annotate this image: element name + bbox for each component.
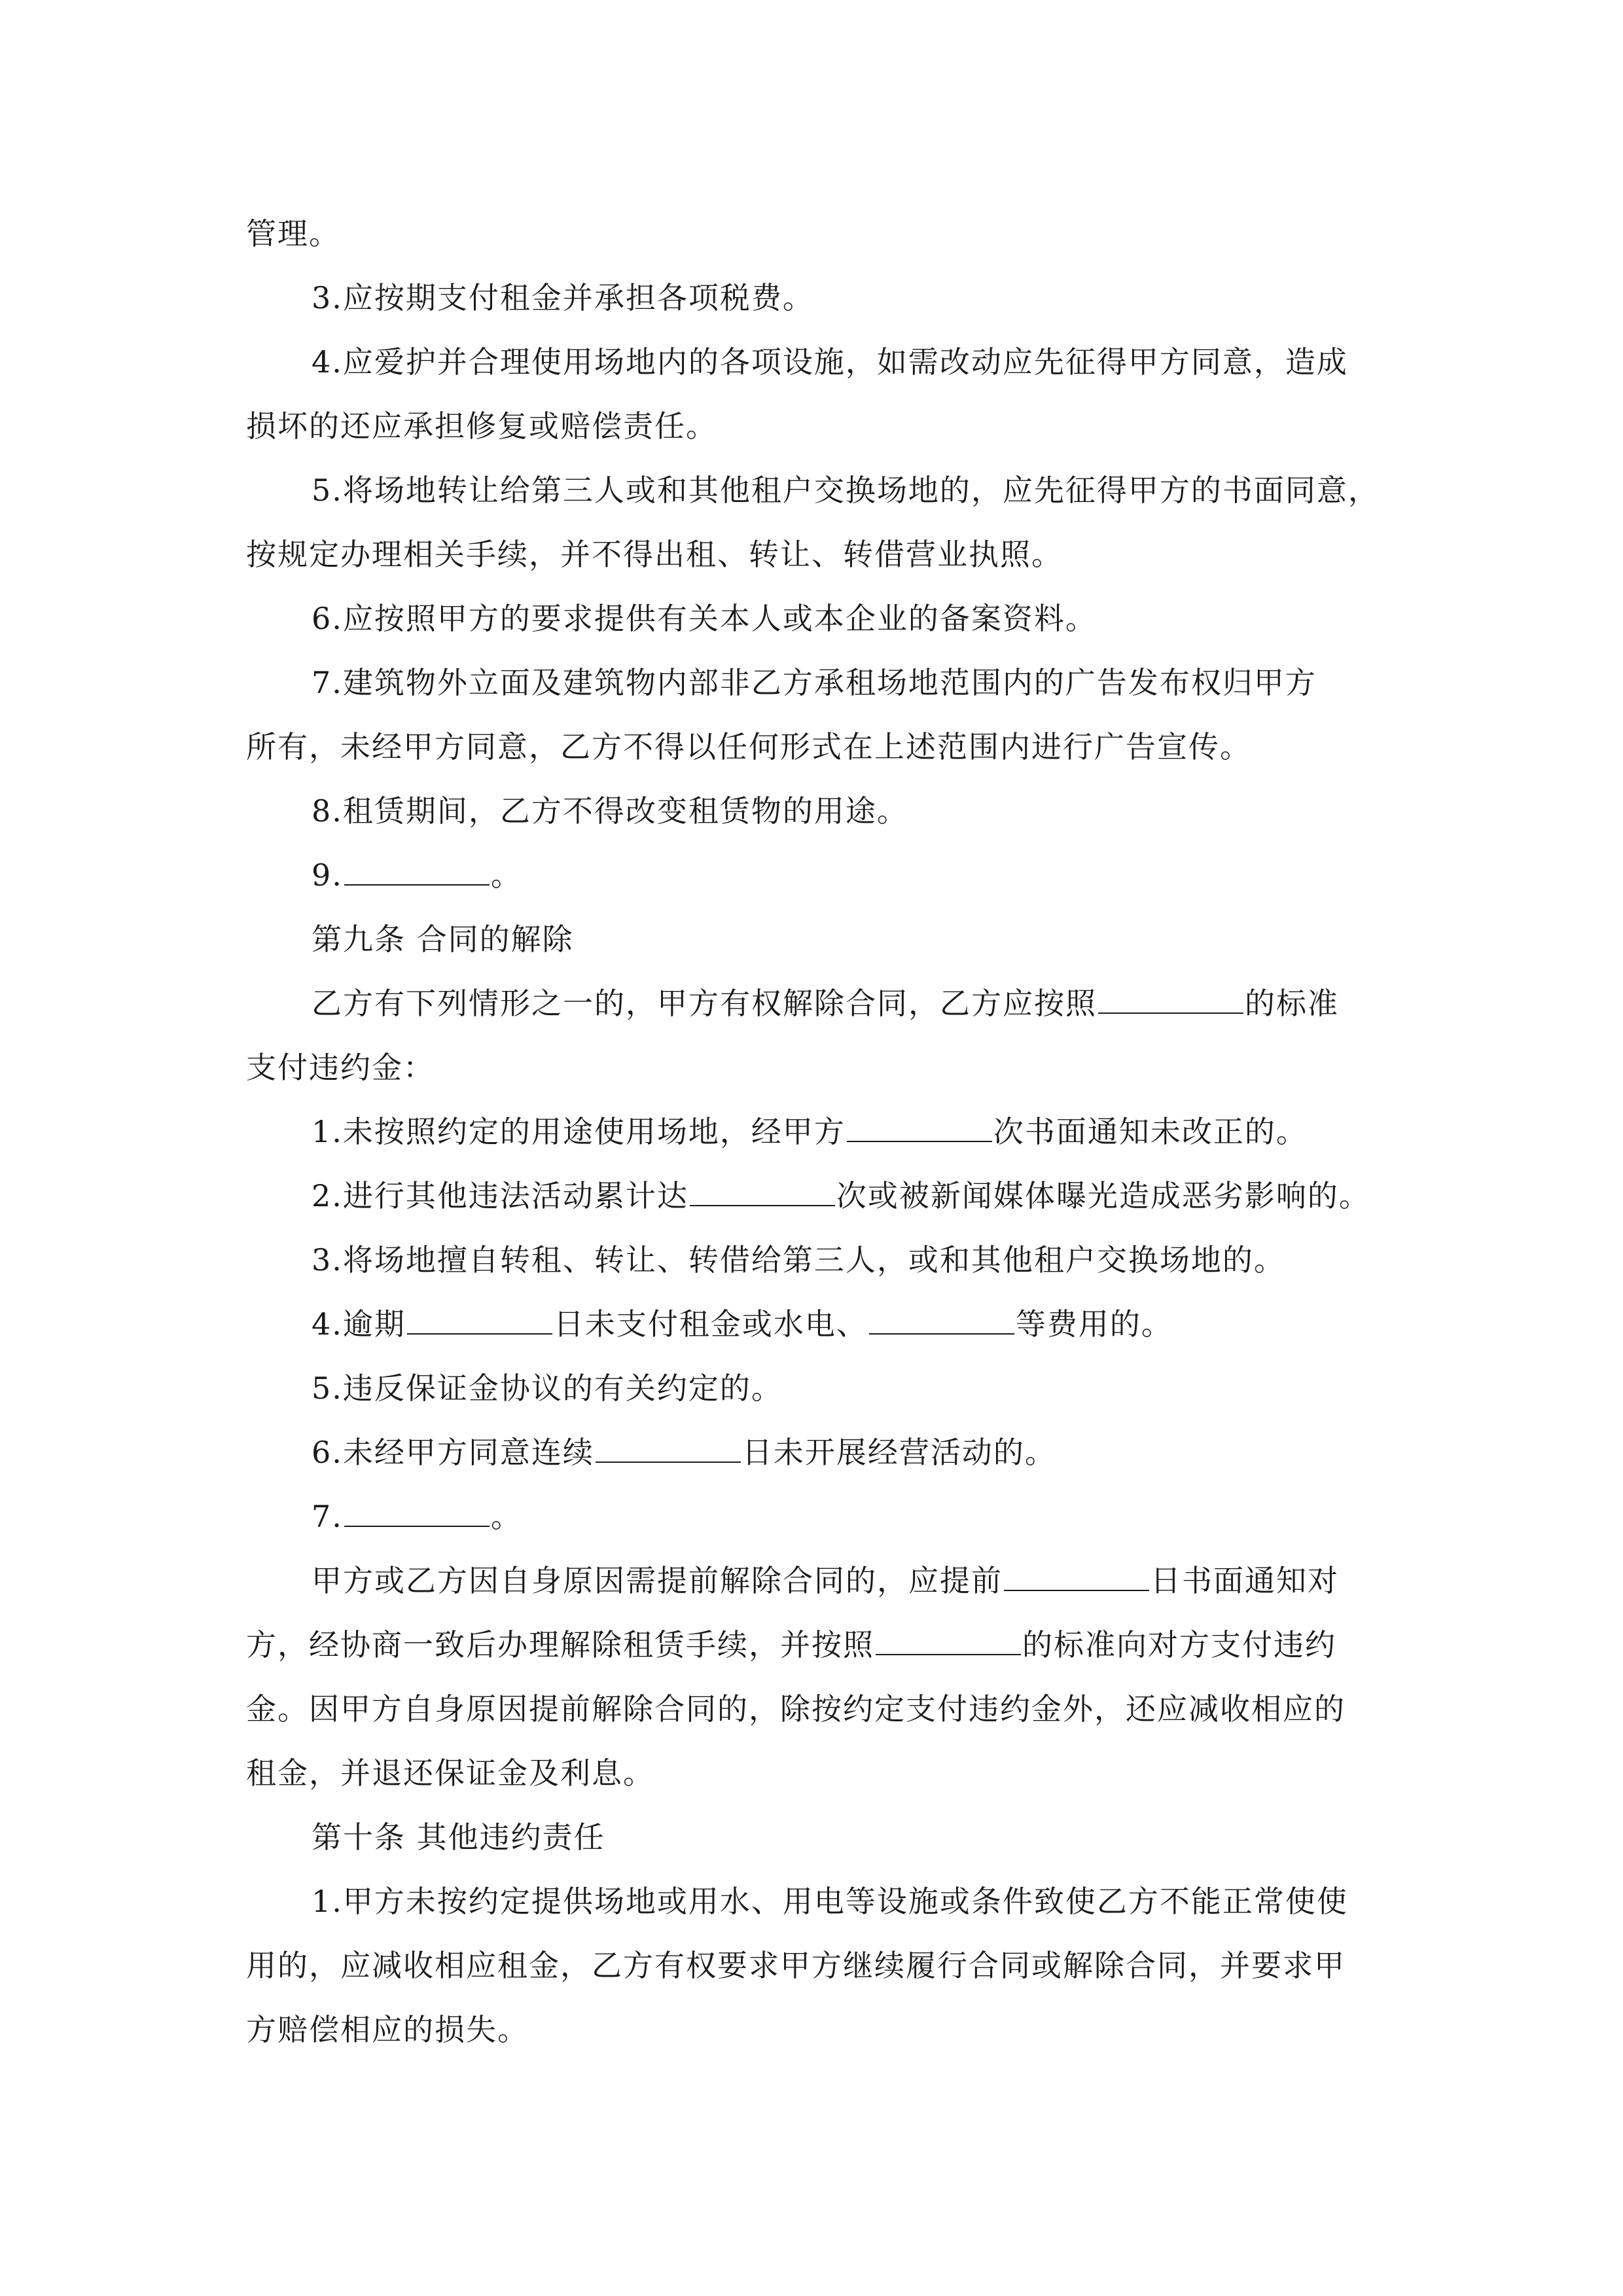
text-line (246, 1035, 1398, 1100)
text-line (246, 1805, 1398, 1869)
text-segment: 等费用的。 (1015, 1306, 1173, 1342)
fill-in-blank (1004, 1564, 1149, 1591)
text-line (246, 586, 1398, 651)
text-line (246, 1741, 1398, 1805)
text-segment: 日书面通知对 (1150, 1563, 1339, 1598)
text-line (246, 1100, 1398, 1164)
text-line (246, 843, 1398, 907)
text-line (246, 202, 1398, 266)
text-segment: 方赔偿相应的损失。 (246, 2012, 529, 2047)
text-line (246, 971, 1398, 1035)
text-segment: 1.未按照约定的用途使用场地，经甲方 (312, 1114, 846, 1149)
fill-in-blank (344, 858, 490, 886)
text-segment: 损坏的还应承担修复或赔偿责任。 (246, 408, 717, 444)
text-segment: 所有，未经甲方同意，乙方不得以任何形式在上述范围内进行广告宣传。 (246, 729, 1251, 764)
text-segment: 6.未经甲方同意连续 (312, 1435, 594, 1470)
text-line (246, 651, 1398, 715)
text-segment: 金。因甲方自身原因提前解除合同的，除按约定支付违约金外，还应减收相应的 (246, 1691, 1346, 1727)
text-line (246, 1484, 1398, 1549)
text-segment: 乙方有下列情形之一的，甲方有权解除合同，乙方应按照 (312, 986, 1097, 1021)
text-segment: 日未开展经营活动的。 (741, 1435, 1056, 1470)
text-segment: 。 (490, 1499, 522, 1534)
text-line (246, 1549, 1398, 1613)
text-line (246, 1420, 1398, 1484)
fill-in-blank (876, 1628, 1021, 1655)
text-line (246, 1356, 1398, 1420)
text-segment: 7.建筑物外立面及建筑物内部非乙方承租场地范围内的广告发布权归甲方 (312, 665, 1317, 700)
text-segment: 8.租赁期间，乙方不得改变租赁物的用途。 (312, 793, 908, 829)
text-segment: 的标准向对方支付违约 (1022, 1627, 1336, 1662)
text-segment: 3.将场地擅自转租、转让、转借给第三人，或和其他租户交换场地的。 (312, 1242, 1285, 1278)
fill-in-blank (847, 1115, 992, 1142)
text-line (246, 330, 1398, 394)
text-line (246, 1292, 1398, 1356)
text-segment: 支付违约金： (246, 1050, 435, 1085)
text-segment: 方，经协商一致后办理解除租赁手续，并按照 (246, 1627, 874, 1662)
text-line (246, 1677, 1398, 1741)
text-line (246, 458, 1398, 522)
text-segment: 用的，应减收相应租金，乙方有权要求甲方继续履行合同或解除合同，并要求甲 (246, 1948, 1346, 1983)
fill-in-blank (407, 1307, 552, 1335)
text-segment: 4.应爱护并合理使用场地内的各项设施，如需改动应先征得甲方同意，造成 (312, 344, 1348, 380)
text-line (246, 522, 1398, 586)
text-segment: 租金，并退还保证金及利息。 (246, 1755, 654, 1791)
document-body (246, 202, 1398, 2062)
text-segment: 7. (312, 1499, 343, 1534)
fill-in-blank (596, 1435, 741, 1463)
text-segment: 按规定办理相关手续，并不得出租、转让、转借营业执照。 (246, 537, 1063, 572)
text-segment: 9. (312, 857, 343, 893)
fill-in-blank (344, 1499, 490, 1527)
text-segment: 第九条 合同的解除 (312, 922, 574, 957)
text-line (246, 1869, 1398, 1933)
text-segment: 4.逾期 (312, 1306, 406, 1342)
text-segment: 的标准 (1245, 986, 1339, 1021)
text-segment: 5.违反保证金协议的有关约定的。 (312, 1371, 783, 1406)
text-line (246, 907, 1398, 971)
text-segment: 2.进行其他违法活动累计达 (312, 1178, 688, 1213)
text-segment: 甲方或乙方因自身原因需提前解除合同的，应提前 (312, 1563, 1003, 1598)
fill-in-blank (869, 1307, 1014, 1335)
text-segment: 日未支付租金或水电、 (553, 1306, 868, 1342)
text-line (246, 266, 1398, 330)
text-segment: 次或被新闻媒体曝光造成恶劣影响的。 (836, 1178, 1370, 1213)
text-line (246, 779, 1398, 843)
text-segment: 1.甲方未按约定提供场地或用水、用电等设施或条件致使乙方不能正常使使 (312, 1884, 1348, 1919)
text-segment: 第十条 其他违约责任 (312, 1820, 605, 1855)
text-segment: 6.应按照甲方的要求提供有关本人或本企业的备案资料。 (312, 601, 1097, 636)
text-segment: 次书面通知未改正的。 (993, 1114, 1308, 1149)
text-line (246, 1933, 1398, 1998)
text-line (246, 1998, 1398, 2062)
text-line (246, 715, 1398, 779)
text-segment: 。 (490, 857, 522, 893)
text-segment: 5.将场地转让给第三人或和其他租户交换场地的，应先征得甲方的书面同意， (312, 473, 1380, 508)
text-line (246, 1228, 1398, 1292)
fill-in-blank (690, 1179, 835, 1206)
text-segment: 管理。 (246, 216, 340, 251)
text-segment: 3.应按期支付租金并承担各项税费。 (312, 280, 814, 315)
fill-in-blank (1098, 986, 1243, 1014)
text-line (246, 1613, 1398, 1677)
text-line (246, 394, 1398, 458)
text-line (246, 1164, 1398, 1228)
